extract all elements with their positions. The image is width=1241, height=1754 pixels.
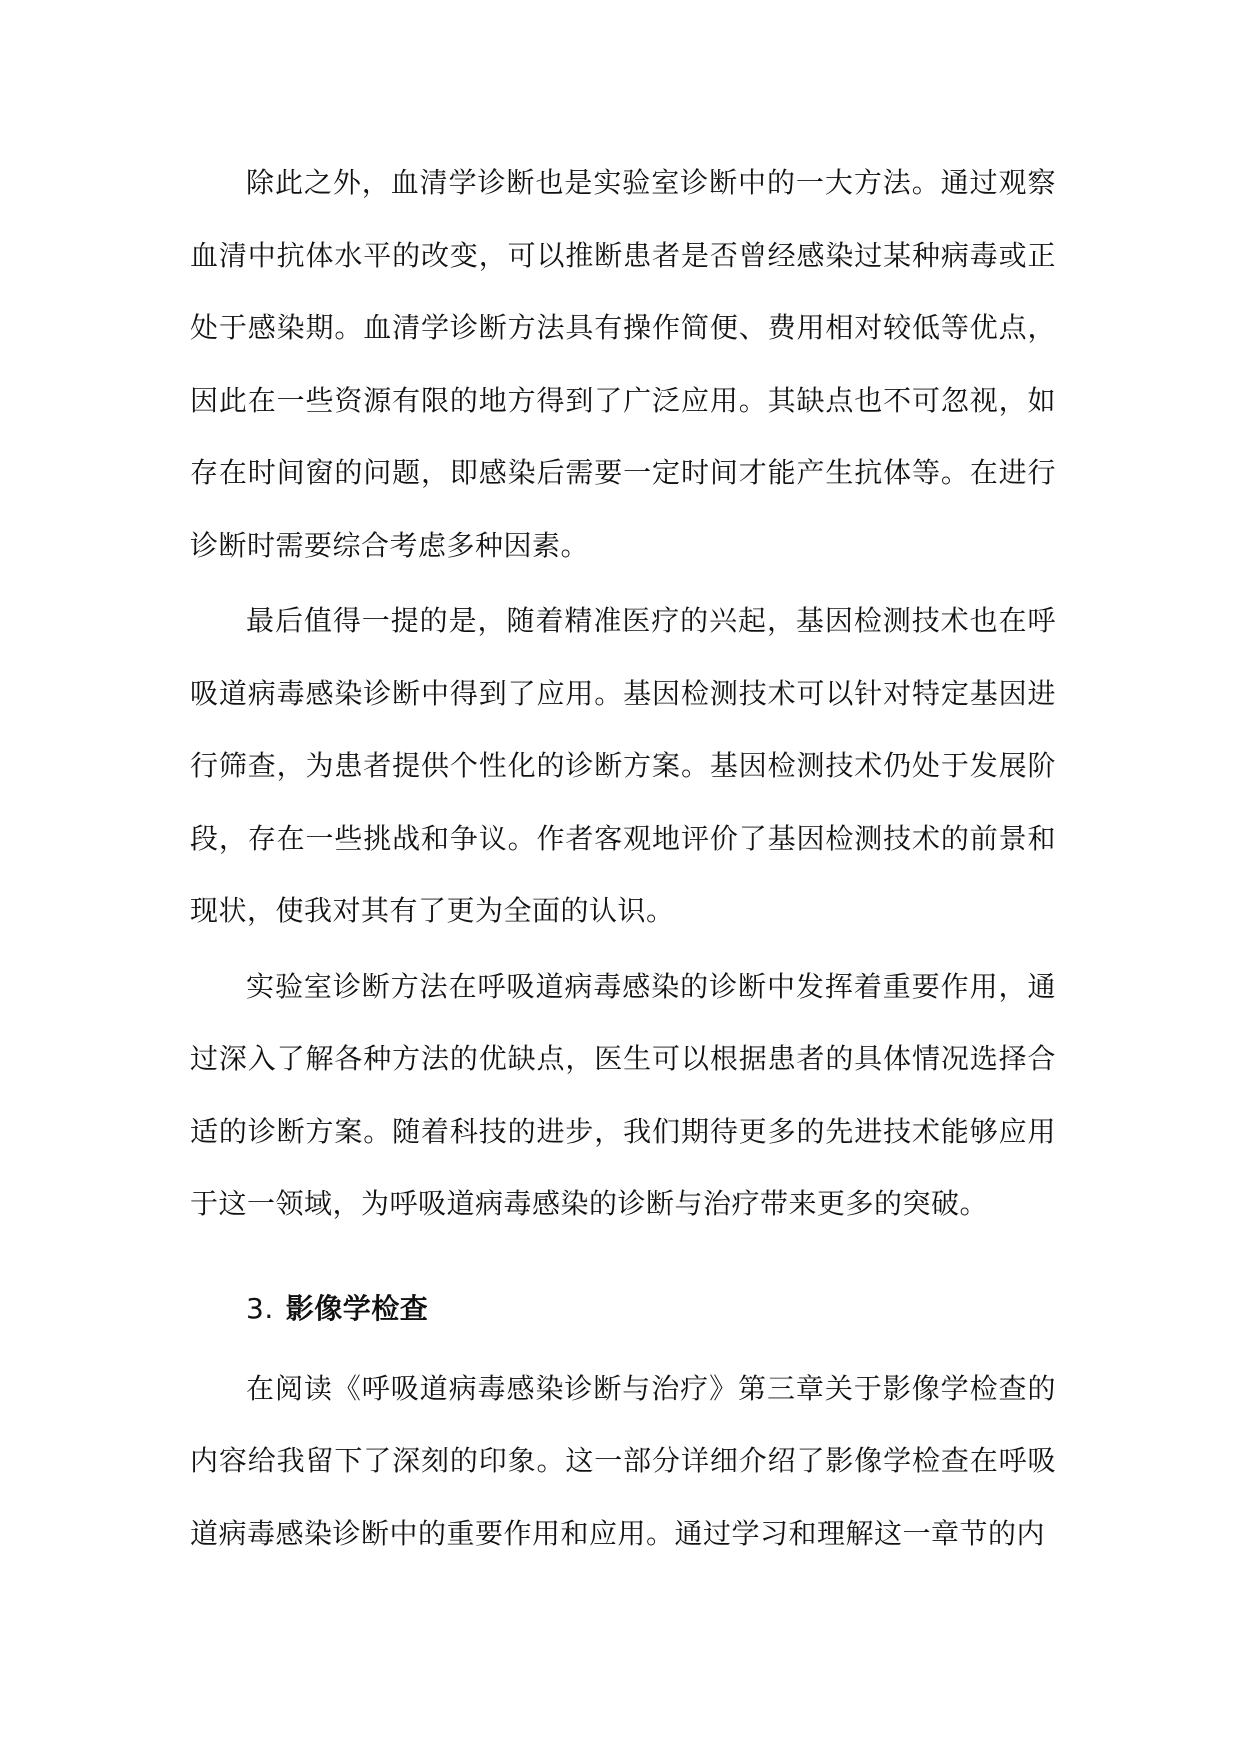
document-page — [190, 147, 1056, 1573]
section-number: 3. — [246, 1291, 274, 1325]
paragraph-lab-diagnosis-summary: 实验室诊断方法在呼吸道病毒感染的诊断中发挥着重要作用，通过深入了解各种方法的优缺点，医生可以根据患者的具体情况选择合适的诊断方案。随着科技的进步，我们期待更多的先进技术能够应用于这一领域，为呼吸道病毒感染的诊断与治疗带来更多的突破。 — [190, 969, 1056, 1220]
paragraph-genetic-testing: 最后值得一提的是，随着精准医疗的兴起，基因检测技术也在呼吸道病毒感染诊断中得到了应用。基因检测技术可以针对特定基因进行筛查，为患者提供个性化的诊断方案。基因检测技术仍处于发展阶段，存在一些挑战和争议。作者客观地评价了基因检测技术的前景和现状，使我对其有了更为全面的认识。 — [190, 604, 1056, 927]
paragraph-serology: 除此之外，血清学诊断也是实验室诊断中的一大方法。通过观察血清中抗体水平的改变，可以推断患者是否曾经感染过某种病毒或正处于感染期。血清学诊断方法具有操作简便、费用相对较低等优点，因此在一些资源有限的地方得到了广泛应用。其缺点也不可忽视，如存在时间窗的问题，即感染后需要一定时间才能产生抗体等。在进行诊断时需要综合考虑多种因素。 — [190, 166, 1056, 562]
section-heading — [190, 1273, 1056, 1345]
section-title: 影像学检查 — [285, 1291, 429, 1325]
paragraph-imaging-intro: 在阅读《呼吸道病毒感染诊断与治疗》第三章关于影像学检查的内容给我留下了深刻的印象。这一部分详细介绍了影像学检查在呼吸道病毒感染诊断中的重要作用和应用。通过学习和理解这一章节的内 — [190, 1371, 1056, 1550]
